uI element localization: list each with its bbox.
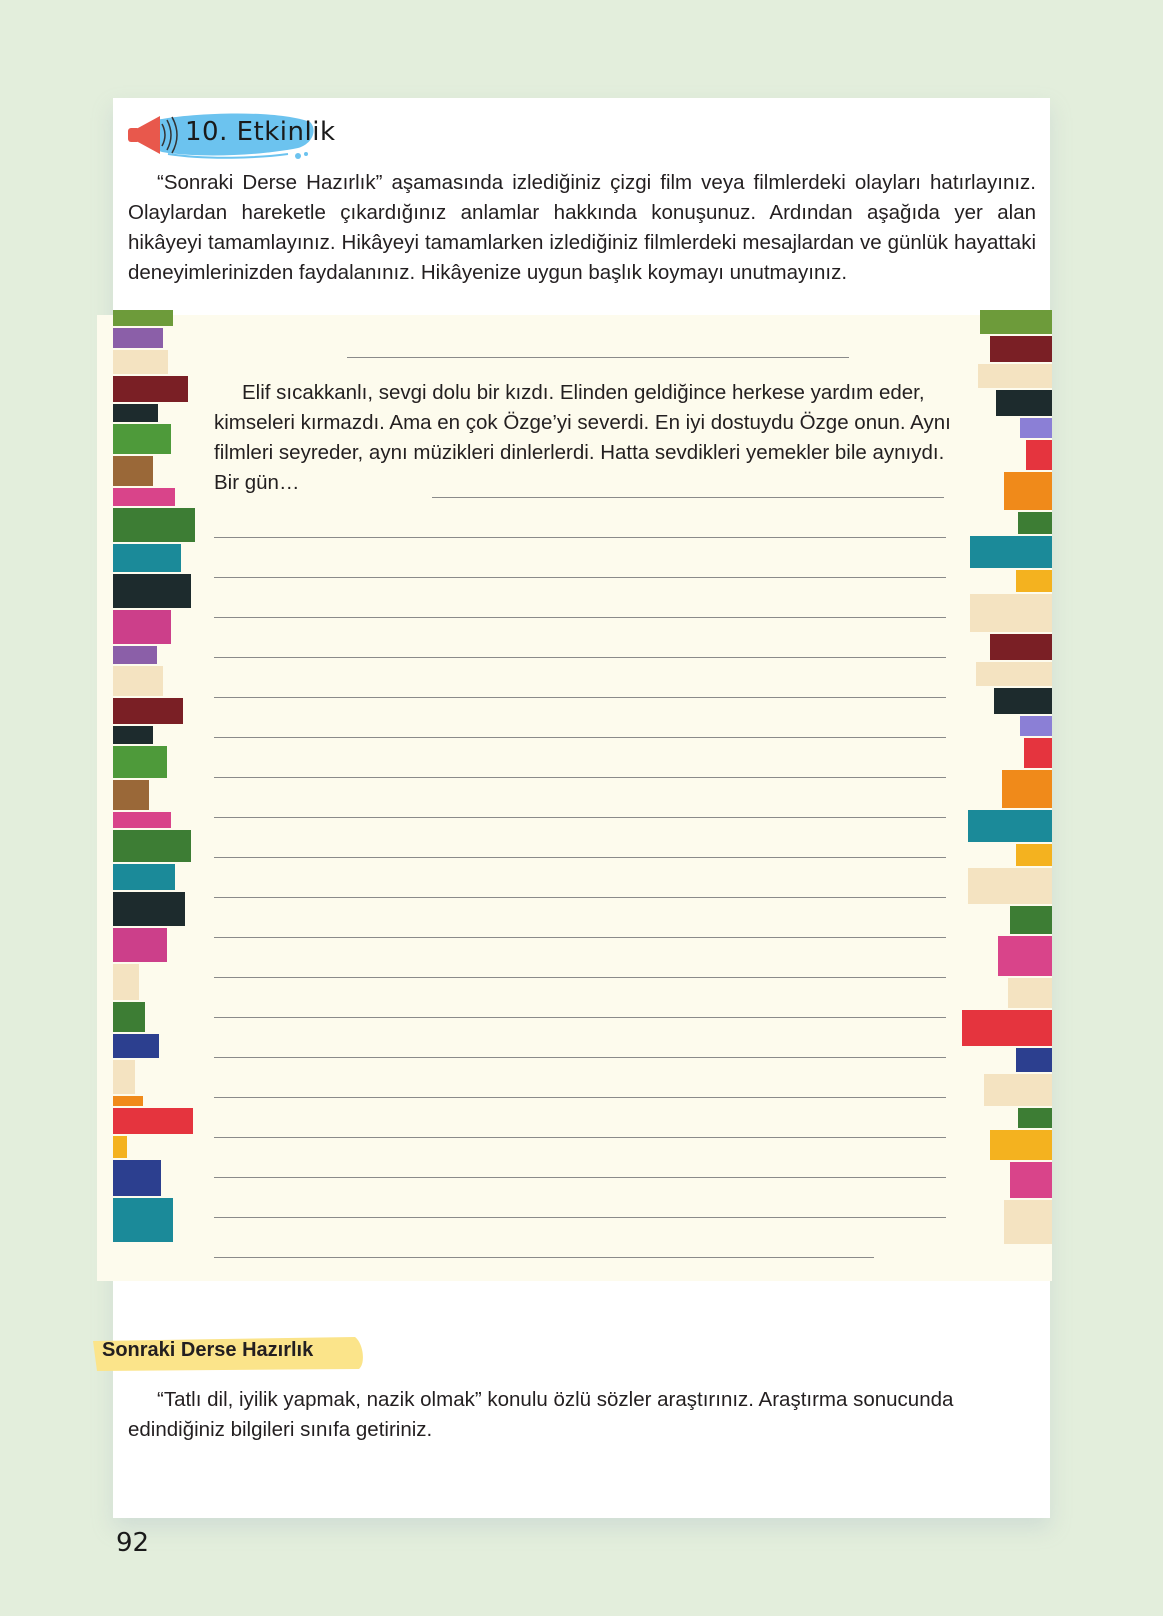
next-lesson-text: “Tatlı dil, iyilik yapmak, nazik olmak” konulu özlü sözler araştırınız. Araştırma sonucunda edindiğiniz bilgileri sınıfa getiriniz. <box>128 1388 954 1441</box>
story-paragraph: Elif sıcakkanlı, sevgi dolu bir kızdı. Elinden geldiğince herkese yardım eder, kimseleri kırmazdı. Ama en çok Özge’yi severdi. En iyi dostuydu Özge onun. Aynı filmleri seyreder, aynı müzikleri dinlerlerdi. Hatta sevdikleri yemekler bile aynıydı. Bir gün… <box>214 381 951 494</box>
book-stack-right-illustration <box>960 310 1052 1276</box>
writing-line[interactable] <box>214 777 946 778</box>
writing-line[interactable] <box>214 1177 946 1178</box>
story-text <box>214 378 956 498</box>
writing-line[interactable] <box>214 577 946 578</box>
book-stack-left-illustration <box>113 310 198 1276</box>
writing-line[interactable] <box>214 1217 946 1218</box>
activity-instructions: “Sonraki Derse Hazırlık” aşamasında izlediğiniz çizgi film veya filmlerdeki olayları hatırlayınız. Olaylardan hareketle çıkardığınız anlamlar hakkında konuşunuz. Ardından aşağıda yer alan hikâyeyi tamamlayınız. Hikâyeyi tamamlarken izlediğiniz filmlerdeki mesajlardan ve günlük hayattaki deneyimlerinizden faydalanınız. Hikâyenize uygun başlık koymayı unutmayınız. <box>128 171 1036 284</box>
story-title-line[interactable] <box>347 357 849 358</box>
writing-line[interactable] <box>214 817 946 818</box>
writing-line[interactable] <box>214 617 946 618</box>
writing-line[interactable] <box>214 857 946 858</box>
writing-line[interactable] <box>214 1057 946 1058</box>
writing-line-last[interactable] <box>214 1257 874 1258</box>
writing-line[interactable] <box>214 697 946 698</box>
writing-line[interactable] <box>214 737 946 738</box>
writing-line[interactable] <box>214 1097 946 1098</box>
writing-line[interactable] <box>214 657 946 658</box>
writing-line[interactable] <box>214 537 946 538</box>
activity-title: 10. Etkinlik <box>185 117 336 147</box>
writing-line[interactable] <box>214 897 946 898</box>
next-lesson-heading: Sonraki Derse Hazırlık <box>102 1339 314 1361</box>
writing-line[interactable] <box>214 1137 946 1138</box>
writing-line-first[interactable] <box>432 497 944 498</box>
writing-line[interactable] <box>214 977 946 978</box>
page-number: 92 <box>116 1528 150 1558</box>
writing-line[interactable] <box>214 1017 946 1018</box>
writing-line[interactable] <box>214 937 946 938</box>
